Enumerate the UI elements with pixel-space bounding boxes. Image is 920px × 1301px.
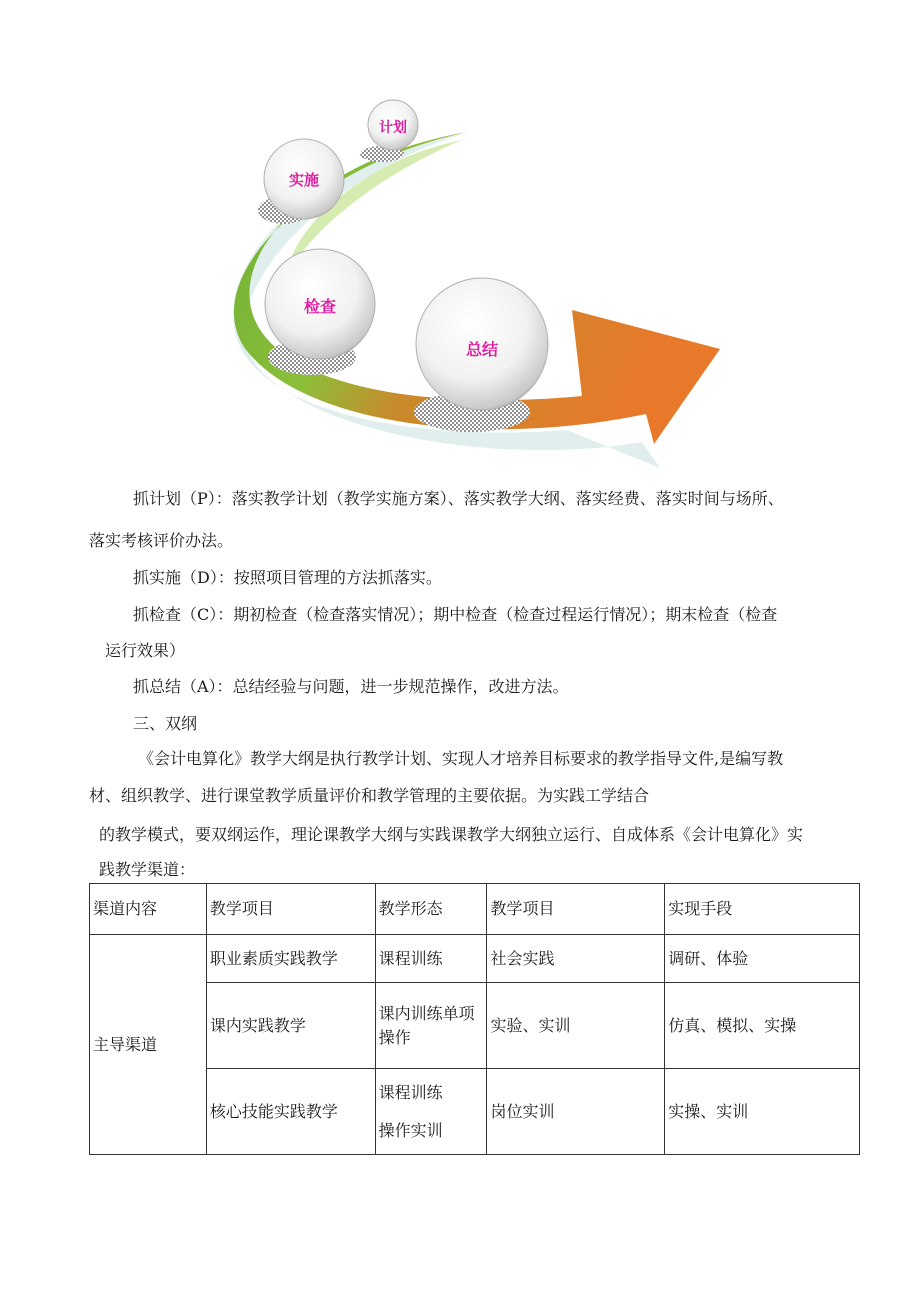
cell-line: 操作实训 (378, 1120, 443, 1140)
group-label-cell: 主导渠道 (90, 935, 207, 1155)
pdca-cycle-diagram (222, 92, 732, 477)
header-cell: 教学项目 (487, 884, 665, 935)
paragraph-check-line1: 抓检查（C）：期初检查（检查落实情况）；期中检查（检查过程运行情况）；期末检查（检查 (133, 605, 778, 624)
intro-line4: 践教学渠道： (99, 860, 196, 879)
table-cell: 核心技能实践教学 (206, 1069, 375, 1155)
intro-line1: 《会计电算化》教学大纲是执行教学计划、实现人才培养目标要求的教学指导文件,是编写教 (138, 749, 784, 768)
header-cell: 教学项目 (206, 884, 375, 935)
bubble-act (414, 278, 548, 432)
table-cell: 仿真、模拟、实操 (665, 983, 860, 1069)
cell-line: 操作 (378, 1027, 411, 1047)
bubble-check (265, 249, 375, 375)
table-row (90, 935, 860, 983)
table-cell: 课程训练 (375, 935, 487, 983)
table-cell: 职业素质实践教学 (206, 935, 375, 983)
table-cell: 实操、实训 (665, 1069, 860, 1155)
header-cell: 渠道内容 (90, 884, 207, 935)
paragraph-plan-line1: 抓计划（P）：落实教学计划（教学实施方案）、落实教学大纲、落实经费、落实时间与场所、 (133, 489, 784, 508)
bubble-label-plan: 计划 (379, 120, 407, 136)
table-cell (375, 1069, 487, 1155)
paragraph-do: 抓实施（D）：按照项目管理的方法抓落实。 (133, 568, 442, 587)
bubble-label-check: 检查 (303, 297, 337, 316)
intro-line2: 材、组织教学、进行课堂教学质量评价和教学管理的主要依据。为实践工学结合 (89, 786, 650, 805)
table-cell: 实验、实训 (487, 983, 665, 1069)
practice-channel-table (89, 883, 860, 1155)
section-heading: 三、双纲 (133, 714, 198, 733)
table-cell: 课内实践教学 (206, 983, 375, 1069)
paragraph-plan-line2: 落实考核评价办法。 (89, 531, 234, 550)
header-cell: 教学形态 (375, 884, 487, 935)
table-cell (375, 983, 487, 1069)
table-cell: 调研、体验 (665, 935, 860, 983)
bubble-label-act: 总结 (465, 340, 499, 359)
cell-line: 课内训练单项 (378, 1003, 475, 1023)
header-cell: 实现手段 (665, 884, 860, 935)
table-header-row (90, 884, 860, 935)
paragraph-check-line2: 运行效果） (105, 641, 186, 660)
table-cell: 岗位实训 (487, 1069, 665, 1155)
cell-line: 课程训练 (378, 1082, 443, 1102)
table-cell: 社会实践 (487, 935, 665, 983)
bubble-label-do: 实施 (288, 171, 320, 189)
intro-line3: 的教学模式，要双纲运作，理论课教学大纲与实践课教学大纲独立运行、自成体系《会计电算化》实 (99, 825, 804, 844)
paragraph-act: 抓总结（A）：总结经验与问题，进一步规范操作，改进方法。 (133, 677, 569, 696)
